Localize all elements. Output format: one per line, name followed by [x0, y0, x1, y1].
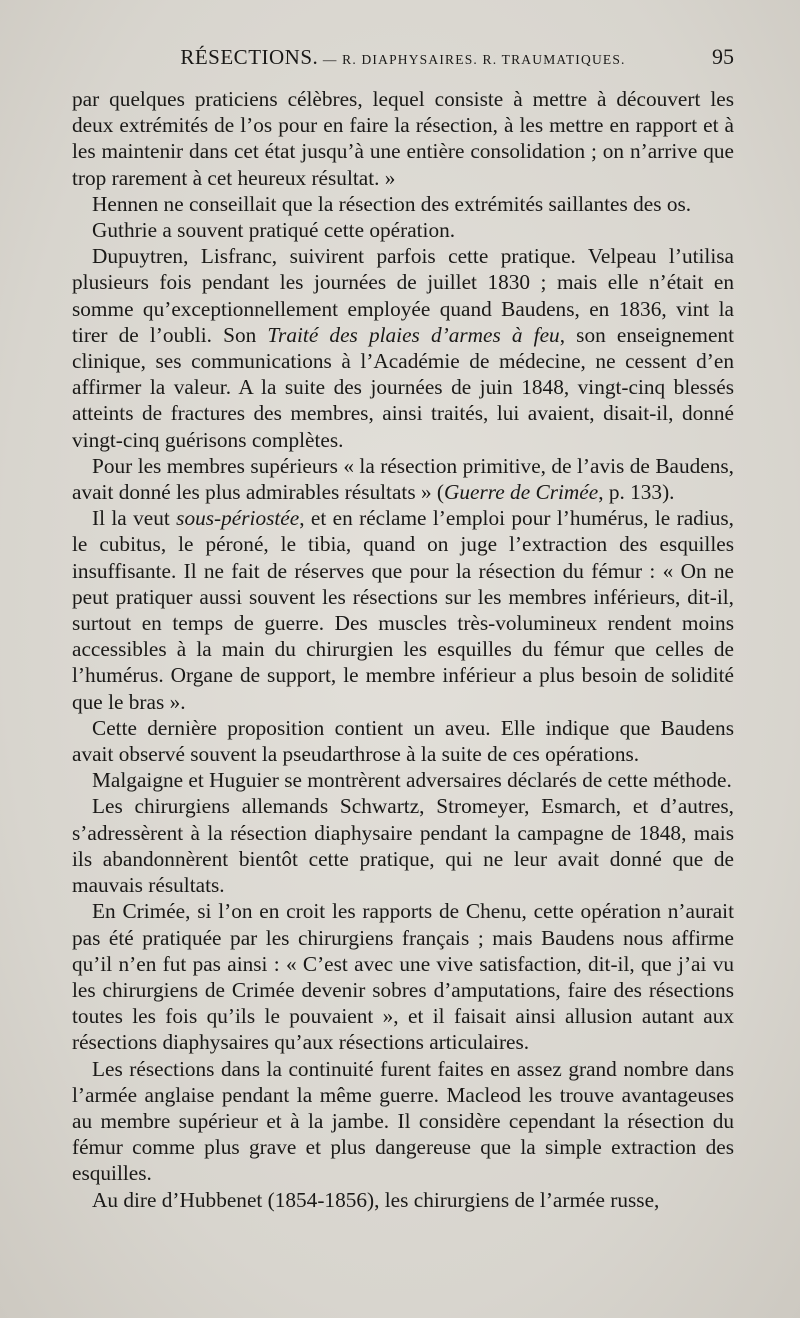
body-text — [72, 86, 734, 1213]
paragraph-text: Il la veut — [92, 506, 177, 531]
paragraph — [72, 767, 734, 793]
paragraph — [72, 898, 734, 1055]
italic-title: Traité des plaies d’armes à feu — [267, 322, 560, 347]
paragraph-text: Hennen ne conseillait que la résection des extrémités saillantes des os. — [92, 191, 692, 216]
paragraph — [72, 505, 734, 715]
paragraph-text: Pour les membres supérieurs « la résection primitive, de l’avis de Baudens, avait donné les plus admirables résultats » ( — [72, 453, 734, 505]
paragraph-text: Les chirurgiens allemands Schwartz, Stromeyer, Esmarch, et d’autres, s’adressèrent à la résection diaphysaire pendant la campagne de 1848, mais ils abandonnèrent bientôt cette pratique, qui ne leur avait donné que de mauvais résultats. — [72, 794, 734, 898]
paragraph-text: En Crimée, si l’on en croit les rapports de Chenu, cette opération n’aurait pas été pratiquée par les chirurgiens français ; mais Baudens nous affirme qu’il n’en fut pas ainsi : « C’est avec une vive satisfaction, dit-il, que j’ai vu les chirurgiens de Crimée devenir sobres d’amputations, faire des résections toutes les fois qu’ils le pouvaient », et il faisait ainsi allusion autant aux résections diaphysaires qu’aux résections articulaires. — [72, 899, 734, 1055]
paragraph — [72, 243, 734, 453]
paragraph-text: Cette dernière proposition contient un aveu. Elle indique que Baudens avait observé souvent la pseudarthrose à la suite de ces opérations. — [72, 715, 734, 767]
running-head-main: RÉSECTIONS. — [180, 45, 319, 69]
paragraph-text: Malgaigne et Huguier se montrèrent adversaires déclarés de cette méthode. — [92, 768, 732, 793]
italic-title: sous-périostée — [176, 506, 300, 531]
paragraph — [72, 453, 734, 505]
paragraph-text: par quelques praticiens célèbres, lequel consiste à mettre à découvert les deux extrémités de l’os pour en faire la résection, à les mettre en rapport et à les maintenir dans cet état jusqu’à une entière consolidation ; on n’arrive que trop rarement à cet heureux résultat. » — [72, 87, 734, 190]
paragraph-text: , et en réclame l’emploi pour l’humérus, le radius, le cubitus, le péroné, le tibia, quand on juge l’extraction des esquilles insuffisante. Il ne fait de réserves que pour la résection du fémur : « On ne peut pratiquer aussi souvent les résections sur les membres inférieurs, dit-il, surtout en temps de guerre. Des muscles très-volumineux rendent moins accessibles à la main du chirurgien les esquilles du fémur que celles de l’humérus. Organe de support, le membre inférieur a plus besoin de solidité que le bras ». — [72, 506, 734, 714]
paragraph — [72, 715, 734, 767]
paragraph — [72, 1056, 734, 1187]
page-number: 95 — [712, 44, 734, 69]
paragraph-text: Au dire d’Hubbenet (1854-1856), les chirurgiens de l’armée russe, — [92, 1187, 660, 1212]
paragraph-text: Guthrie a souvent pratiqué cette opération. — [92, 218, 456, 243]
paragraph-text: Dupuytren, Lisfranc, suivirent parfois cette pratique. Velpeau l’utilisa plusieurs fois pendant les journées de juillet 1830 ; mais elle n’était en somme qu’exceptionnellement employée quand Baudens, en 1836, vint la tirer de l’oubli. Son — [72, 244, 734, 347]
paragraph — [72, 191, 734, 217]
paragraph — [72, 1187, 734, 1213]
italic-title: Guerre de Crimée — [444, 480, 599, 505]
running-head — [72, 44, 734, 74]
paragraph-text: , son enseignement clinique, ses communications à l’Académie de médecine, ne cessent d’en affirmer la valeur. A la suite des journées de juin 1848, vingt-cinq blessés atteints de fractures des membres, ainsi traités, lui avaient, disait-il, donné vingt-cinq guérisons complètes. — [72, 322, 734, 452]
paragraph — [72, 793, 734, 898]
running-head-subtitle: — R. DIAPHYSAIRES. R. TRAUMATIQUES. — [318, 52, 626, 67]
paragraph-text: Les résections dans la continuité furent faites en assez grand nombre dans l’armée anglaise pendant la même guerre. Macleod les trouve avantageuses au membre supérieur et à la jambe. Il considère cependant la résection du fémur comme plus grave et plus dangereuse que la simple extraction des esquilles. — [72, 1056, 734, 1186]
paragraph — [72, 217, 734, 243]
running-head-title — [72, 44, 734, 70]
paragraph-text: , p. 133). — [598, 480, 675, 505]
paragraph — [72, 86, 734, 191]
